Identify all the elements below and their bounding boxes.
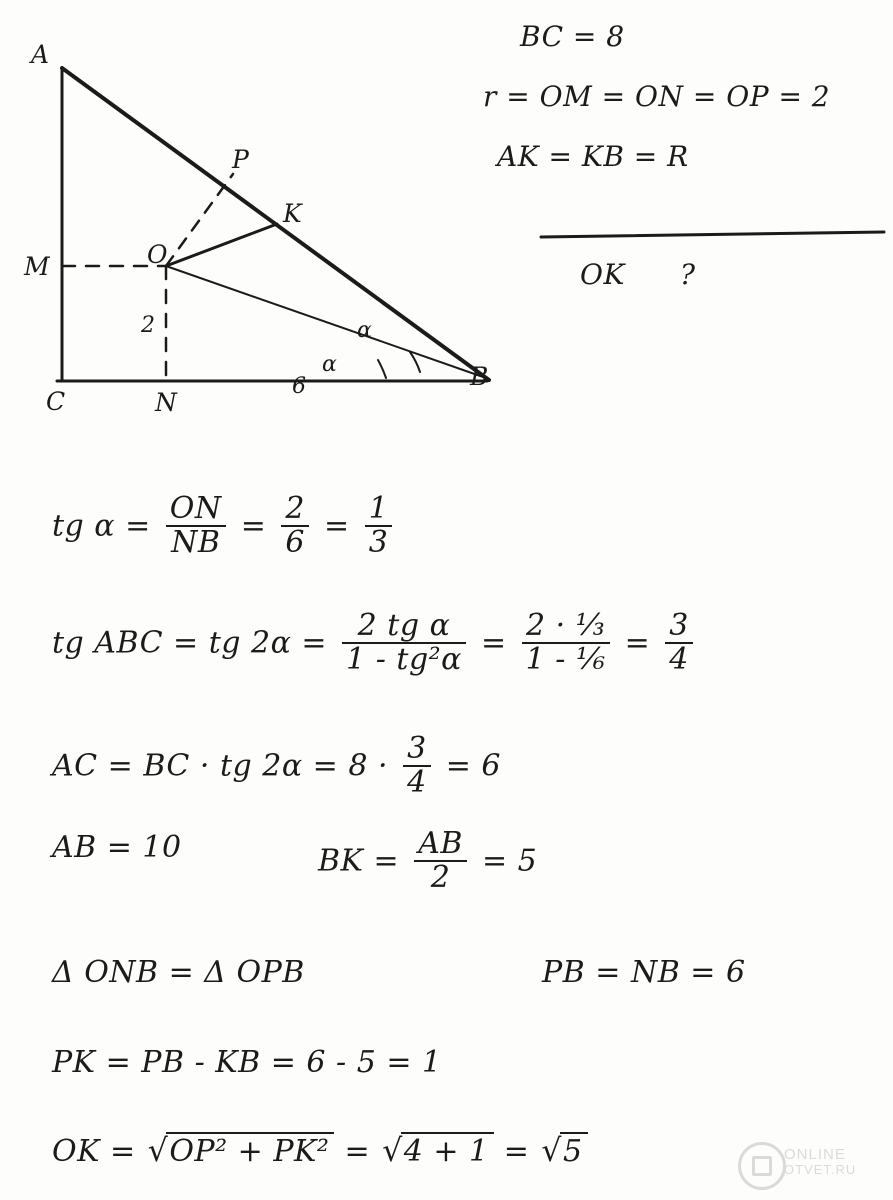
step3-fraction-3-4: $\frac{3}{4}$ [403,733,431,798]
solution-step-5-right: PB = NB = 6 [542,955,746,990]
step1-lhs: tg α = [52,508,151,544]
segment-label-nb: 6 [292,374,307,399]
segment-label-on: 2 [141,313,156,338]
angle-label-lower: α [322,352,338,377]
question-mark: ? [680,258,696,291]
step4-rhs: = 5 [481,843,538,879]
solution-step-5-left: Δ ONB = Δ OPB [52,955,305,990]
step7-eq1: = [344,1134,371,1169]
step1-fraction-1-3: $\frac{1}{3}$ [365,493,393,558]
step3-rhs: = 6 [445,748,501,784]
vertex-label-P: P [232,145,250,174]
step7-radical-2: √4 + 1 [380,1132,493,1169]
step3-lhs: AC = BC · tg 2α = 8 · [52,748,389,784]
step7-eq2: = [503,1134,530,1169]
vertex-label-M: M [24,252,51,281]
angle-label-upper: α [357,318,373,343]
step2-eq1: = [480,625,507,661]
watermark-logo-icon [738,1142,786,1190]
solution-step-3 [52,731,501,800]
step4-fraction-ab-2: $\frac{AB}{2}$ [414,828,467,893]
step4-ab: AB = 10 [52,830,182,865]
question-ok: OK [580,258,625,291]
radical-sign-icon: √ [382,1133,403,1169]
step2-fraction-double-angle: $\frac{\text{2 tg α}}{\text{1 - tg²α}}$ [342,610,466,675]
solution-step-1 [52,491,397,560]
vertex-label-C: C [46,387,66,416]
vertex-label-B: B [470,362,489,391]
given-bc: BC = 8 [520,20,625,53]
step2-lhs: tg ABC = tg 2α = [52,625,328,661]
watermark-line-1: ONLINE [784,1146,846,1163]
step1-eq1: = [240,508,267,544]
watermark-line-2: OTVET.RU [784,1162,857,1178]
solution-step-6: PK = PB - KB = 6 - 5 = 1 [52,1045,442,1080]
vertex-label-N: N [155,388,178,417]
step1-eq2: = [324,508,350,544]
site-watermark [738,1140,883,1192]
step1-fraction-on-nb: $\frac{ON}{NB}$ [166,493,226,558]
given-ak-kb: AK = KB = R [497,140,689,173]
step7-radical-1: √OP² + PK² [146,1132,335,1169]
solution-step-7 [52,1132,588,1169]
radical-sign-icon: √ [541,1133,562,1169]
vertex-label-O: O [147,240,168,269]
watermark-text [784,1146,856,1178]
step7-radical-3: √5 [539,1132,587,1169]
step2-eq2: = [624,625,651,661]
step4-bk-lhs: BK = [318,843,400,879]
solution-step-2 [52,608,698,677]
radical-sign-icon: √ [147,1133,169,1169]
step7-lhs: OK = [52,1134,136,1169]
vertex-label-K: K [283,199,303,228]
solution-step-4-right [318,826,538,895]
step2-fraction-substituted: $\frac{\text{2 · ⅓}}{\text{1 - ⅙}}$ [522,610,610,675]
given-radius: r = OM = ON = OP = 2 [483,80,831,113]
solution-step-4-left [52,830,182,865]
step2-fraction-3-4: $\frac{3}{4}$ [665,610,693,675]
vertex-label-A: A [31,40,50,69]
step1-fraction-2-6: $\frac{2}{6}$ [281,493,309,558]
